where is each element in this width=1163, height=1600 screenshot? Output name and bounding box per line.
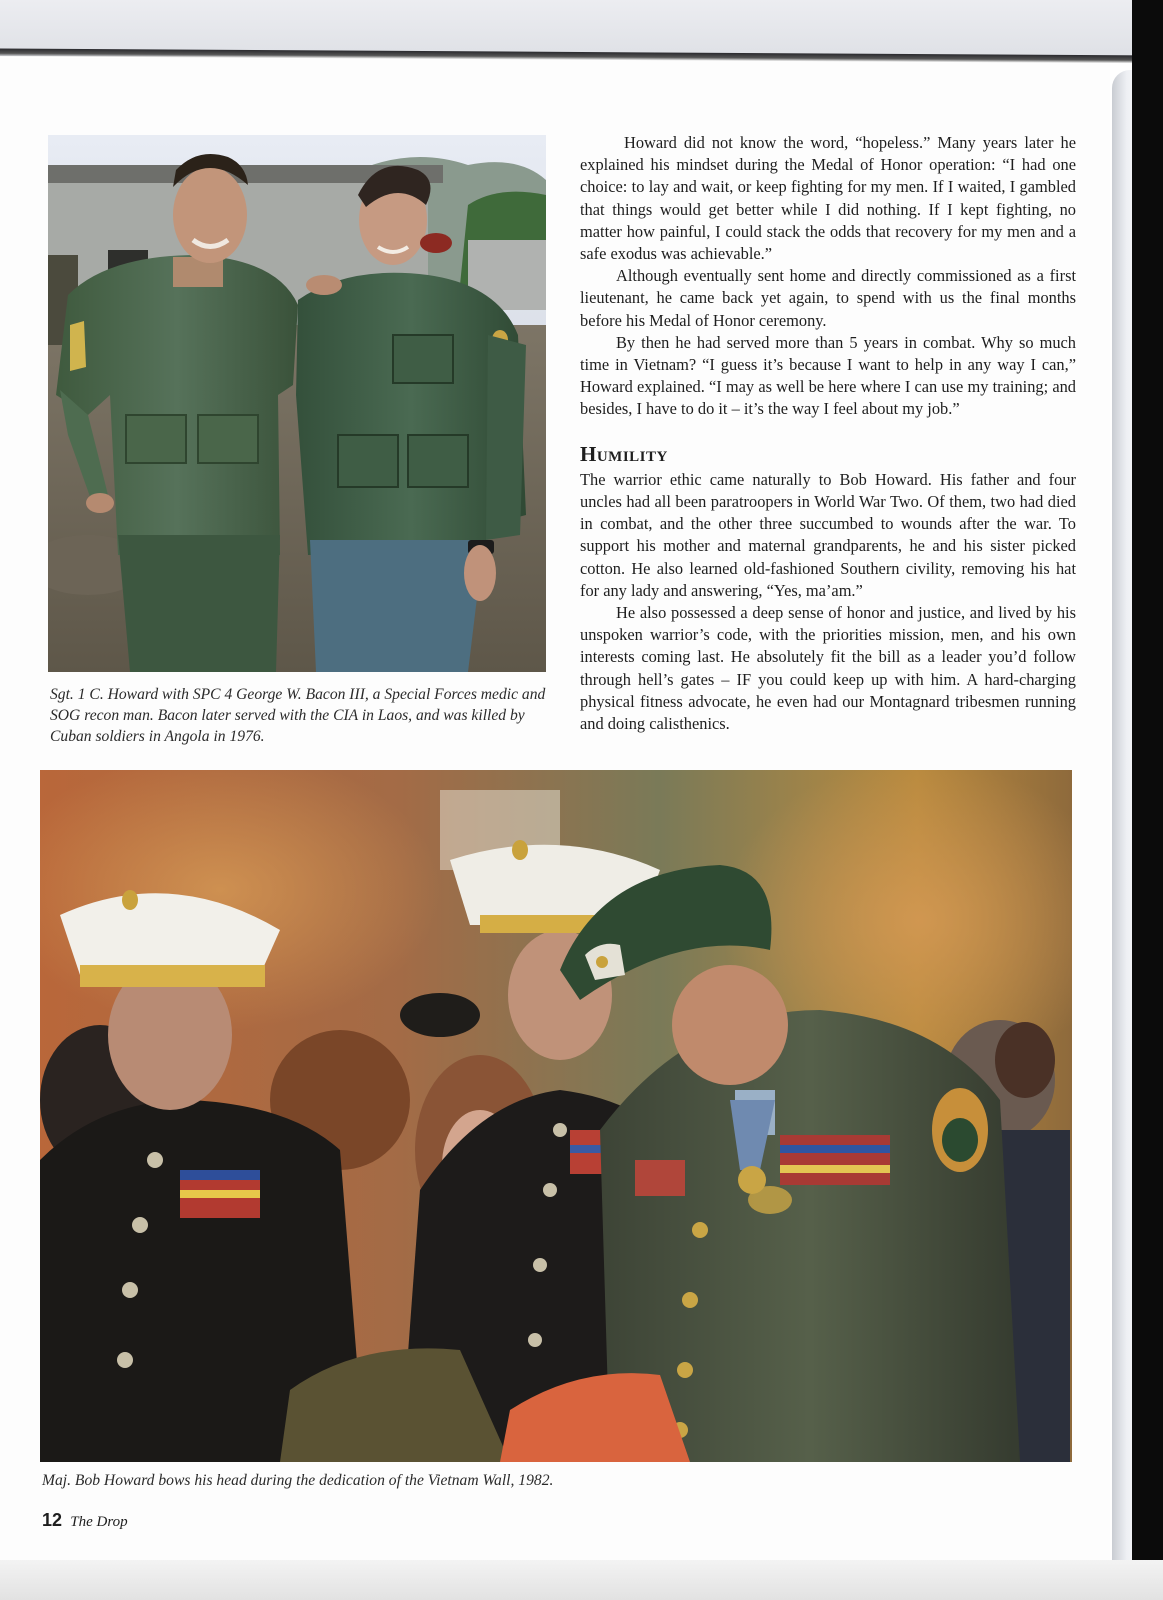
article-paragraph: He also possessed a deep sense of honor and justice, and lived by his unspoken warrior’s code, with the priorities mission, men, and his own interests coming last. He absolutely fit the bill as a leader you’d follow through hell’s gates – IF you could keep up with him. A hard-charging physical fitness advocate, he even had our Montagnard tribesmen running and doing calisthenics. xyxy=(580,603,1076,734)
caption-bottom-photo: Maj. Bob Howard bows his head during the dedication of the Vietnam Wall, 1982. xyxy=(42,1472,554,1489)
photo-howard-and-bacon xyxy=(48,135,546,672)
section-heading: Humility xyxy=(580,441,668,466)
photo-vietnam-wall-dedication xyxy=(40,770,1072,1462)
scan-bottom-edge xyxy=(0,1560,1163,1600)
magazine-name: The Drop xyxy=(70,1514,128,1530)
page-number: 12 xyxy=(42,1510,63,1530)
article-paragraph: Howard did not know the word, “hopeless.” Many years later he explained his mindset during the Medal of Honor operation: “I had one choice: to lay and wait, or keep fighting for my men. If I waited, I gambled that things would get better while I did nothing. If I kept fighting, no matter how painful, I could stack the odds that recovery for my men and a safe exodus was achievable.” xyxy=(580,133,1076,264)
caption-top-photo: Sgt. 1 C. Howard with SPC 4 George W. Bacon III, a Special Forces medic and SOG recon man. Bacon later served with the CIA in Laos, and was killed by Cuban soldiers in Angola in 1976. xyxy=(50,686,546,745)
scan-top-edge xyxy=(0,0,1163,56)
article-column xyxy=(580,132,1076,735)
page-folio xyxy=(42,1510,128,1531)
article-paragraph: Although eventually sent home and directly commissioned as a first lieutenant, he came back yet again, to spend with us the final months before his Medal of Honor ceremony. xyxy=(580,266,1076,330)
scan-right-edge xyxy=(1132,0,1163,1600)
article-paragraph: The warrior ethic came naturally to Bob Howard. His father and four uncles had all been paratroopers in World War Two. Of them, two had died in combat, and the other three succumbed to wounds after the war. To support his mother and maternal grandparents, he and his sister picked cotton. He also learned old-fashioned Southern civility, removing his hat for any lady and answering, “Yes, ma’am.” xyxy=(580,469,1076,600)
article-paragraph: By then he had served more than 5 years in combat. Why so much time in Vietnam? “I guess it’s because I want to help in any way I can,” Howard explained. “I may as well be here where I can use my training; and besides, I have to do it – it’s the way I feel about my job.” xyxy=(580,332,1076,419)
